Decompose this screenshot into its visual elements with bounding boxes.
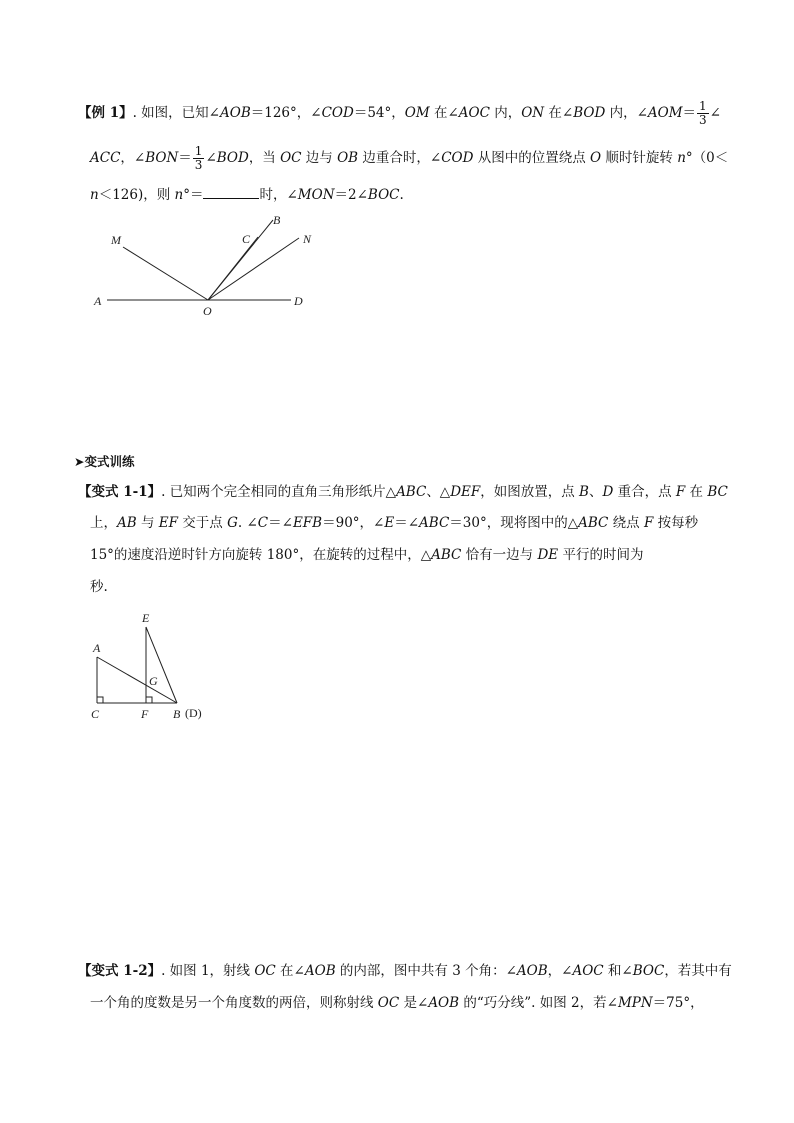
label-b: B — [273, 213, 281, 227]
example1-line2: ACC，∠BON＝ $\frac{1}{3}$ ∠BOD，当 OC 边与 OB 边重合时，∠COD 从图中的位置绕点 O 顺时针旋转 n°（0＜ — [90, 144, 729, 172]
segment-ed — [146, 627, 177, 703]
ray-on — [208, 238, 299, 300]
label-b: B — [173, 707, 181, 721]
label-a: A — [94, 294, 102, 308]
variant1-1-line2: 上，AB 与 EF 交于点 G. ∠C＝∠EFB＝90°，∠E＝∠ABC＝30°，现将图中的△ABC 绕点 F 按每秒 — [90, 515, 699, 531]
variant1-2-label: 【变式 1-2】 — [78, 963, 162, 979]
variant1-1-triangle-figure — [85, 605, 235, 725]
label-e: E — [142, 611, 150, 625]
label-d: D — [294, 294, 303, 308]
section-title: ➤变式训练 — [74, 454, 135, 469]
label-g: G — [149, 674, 158, 688]
label-c: C — [91, 707, 100, 721]
variant1-1-line4: 秒. — [90, 579, 108, 595]
label-d-paren: (D) — [185, 706, 202, 720]
right-angle-mark-f — [146, 697, 152, 703]
ray-ob — [208, 220, 273, 300]
example1-label: 【例 1】 — [78, 105, 133, 121]
fraction-one-third: $\frac{1}{3}$ — [194, 144, 203, 172]
label-n: N — [303, 232, 312, 246]
label-o: O — [203, 304, 212, 318]
label-f: F — [141, 707, 149, 721]
variant1-1-label: 【变式 1-1】 — [78, 484, 162, 500]
ray-om — [123, 247, 208, 300]
answer-blank[interactable] — [203, 185, 259, 199]
segment-ab — [97, 657, 177, 703]
variant1-2-line2: 一个角的度数是另一个角度数的两倍，则称射线 OC 是∠AOB 的“巧分线”. 如图 2，若∠MPN＝75°， — [90, 995, 704, 1011]
fraction-one-third: $\frac{1}{3}$ — [699, 99, 707, 127]
label-c: C — [242, 232, 251, 246]
label-a: A — [93, 641, 101, 655]
variant1-1-line1: 【变式 1-1】. 已知两个完全相同的直角三角形纸片△ABC、△DEF，如图放置，点 B、D 重合，点 F 在 BC — [78, 484, 728, 500]
variant1-1-line3: 15°的速度沿逆时针方向旋转 180°，在旋转的过程中，△ABC 恰有一边与 DE 平行的时间为 — [90, 547, 644, 563]
example1-angle-figure — [85, 205, 325, 325]
label-m: M — [111, 233, 121, 247]
example1-line1: 【例 1】. 如图，已知∠AOB＝126°，∠COD＝54°，OM 在∠AOC 内，ON 在∠BOD 内，∠AOM＝ $\frac{1}{3}$ ∠ — [78, 99, 721, 127]
variant1-2-line1: 【变式 1-2】. 如图 1，射线 OC 在∠AOB 的内部，图中共有 3 个角：∠AOB，∠AOC 和∠BOC，若其中有 — [78, 963, 732, 979]
example1-line3: n＜126)，则 n°＝ 时，∠MON＝2∠BOC. — [90, 187, 404, 203]
right-angle-mark-c — [97, 697, 103, 703]
